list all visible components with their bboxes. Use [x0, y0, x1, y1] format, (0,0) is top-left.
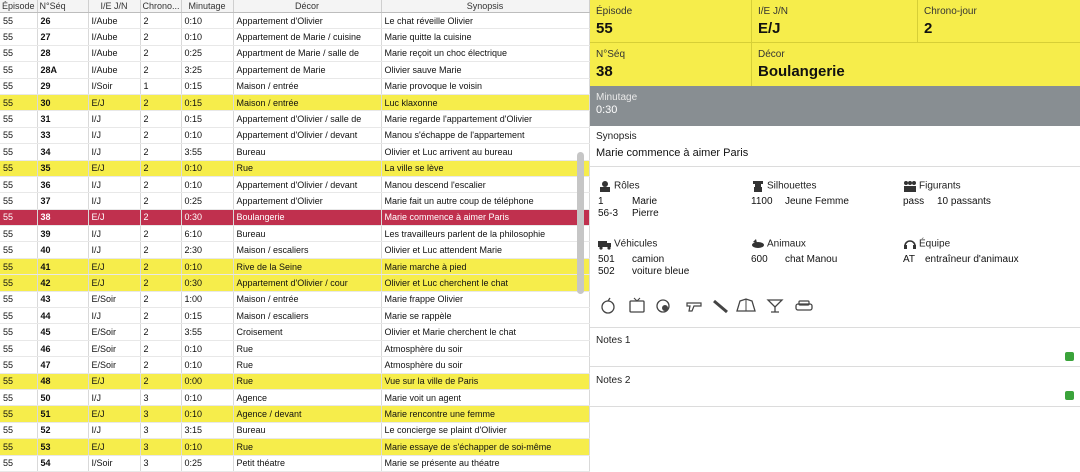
cell-seq: 40 — [37, 242, 88, 258]
cell-chrono: 3 — [140, 439, 181, 455]
chrono-value: 2 — [924, 20, 933, 37]
cell-seq: 38 — [37, 209, 88, 225]
makeup-icon[interactable] — [657, 300, 669, 312]
cell-decor: Maison / entrée — [233, 94, 381, 110]
cell-chrono: 2 — [140, 357, 181, 373]
cell-chrono: 2 — [140, 127, 181, 143]
cell-syn: Marie essaye de s'échapper de soi-même — [381, 439, 589, 455]
cell-seq: 43 — [37, 291, 88, 307]
cell-seq: 41 — [37, 258, 88, 274]
cell-syn: Marie reçoit un choc électrique — [381, 45, 589, 61]
cell-chrono: 2 — [140, 45, 181, 61]
animal-icon — [751, 238, 765, 250]
table-row[interactable] — [0, 308, 589, 324]
cell-iejn: E/J — [88, 439, 140, 455]
cell-seq: 36 — [37, 176, 88, 192]
table-row[interactable] — [0, 389, 589, 405]
seq-value: 38 — [596, 63, 613, 80]
pencil-icon[interactable] — [714, 301, 727, 312]
table-row[interactable] — [0, 275, 589, 291]
list-item: pass 10 passants — [903, 196, 991, 207]
notes2-field[interactable] — [590, 366, 1080, 407]
cell-syn: Manou descend l'escalier — [381, 176, 589, 192]
cell-decor: Rue — [233, 340, 381, 356]
cell-min: 0:10 — [181, 389, 233, 405]
list-item: 600 chat Manou — [751, 254, 838, 265]
cell-iejn: I/J — [88, 242, 140, 258]
cell-decor: Appartement d'Olivier / cour — [233, 275, 381, 291]
cell-min: 0:25 — [181, 455, 233, 471]
cell-min: 0:30 — [181, 209, 233, 225]
cell-ep: 55 — [0, 94, 37, 110]
cell-chrono: 2 — [140, 258, 181, 274]
cell-ep: 55 — [0, 308, 37, 324]
table-row[interactable] — [0, 258, 589, 274]
cell-ep: 55 — [0, 176, 37, 192]
equipe-label: Équipe — [919, 238, 951, 250]
cell-ep: 55 — [0, 291, 37, 307]
cell-iejn: E/J — [88, 94, 140, 110]
notes2-label: Notes 2 — [596, 375, 631, 386]
cell-syn: Atmosphère du soir — [381, 357, 589, 373]
cell-syn: Marie se présente au théatre — [381, 455, 589, 471]
lock-icon[interactable] — [1065, 352, 1074, 361]
truck-icon — [598, 238, 612, 250]
cell-decor: Bureau — [233, 144, 381, 160]
cell-decor: Rue — [233, 160, 381, 176]
cell-min: 0:10 — [181, 340, 233, 356]
list-item: AT entraîneur d'animaux — [903, 254, 1019, 265]
vehicules-label: Véhicules — [614, 238, 658, 250]
cell-syn: Manou s'échappe de l'appartement — [381, 127, 589, 143]
cell-decor: Rive de la Seine — [233, 258, 381, 274]
cocktail-icon[interactable] — [768, 300, 782, 312]
cell-chrono: 2 — [140, 242, 181, 258]
table-row[interactable] — [0, 13, 589, 29]
episode-label: Épisode — [596, 6, 633, 17]
cell-ep: 55 — [0, 111, 37, 127]
cell-seq: 31 — [37, 111, 88, 127]
cell-seq: 33 — [37, 127, 88, 143]
cell-syn: Luc klaxonne — [381, 94, 589, 110]
cell-syn: Marie regarde l'appartement d'Olivier — [381, 111, 589, 127]
cell-syn: Le chat réveille Olivier — [381, 13, 589, 29]
cell-min: 1:00 — [181, 291, 233, 307]
cell-decor: Appartement d'Olivier — [233, 193, 381, 209]
sequence-detail-panel — [590, 0, 1080, 454]
cell-ep: 55 — [0, 275, 37, 291]
cell-chrono: 2 — [140, 29, 181, 45]
roles-icon — [598, 180, 612, 192]
cell-iejn: E/J — [88, 373, 140, 389]
iejn-value: E/J — [758, 20, 781, 37]
cell-chrono: 2 — [140, 193, 181, 209]
cell-syn: Les travailleurs parlent de la philosophie — [381, 226, 589, 242]
cell-syn: Le concierge se plaint d'Olivier — [381, 422, 589, 438]
cell-seq: 51 — [37, 406, 88, 422]
cell-seq: 48 — [37, 373, 88, 389]
animaux-block[interactable] — [751, 238, 901, 266]
cell-chrono: 3 — [140, 455, 181, 471]
cell-seq: 44 — [37, 308, 88, 324]
list-item: 1 Marie — [598, 196, 658, 207]
cell-iejn: E/J — [88, 275, 140, 291]
cell-min: 0:15 — [181, 308, 233, 324]
cell-min: 3:15 — [181, 422, 233, 438]
cell-min: 0:10 — [181, 258, 233, 274]
synopsis-label: Synopsis — [596, 131, 637, 142]
seq-label: N°Séq — [596, 49, 626, 60]
cell-seq: 46 — [37, 340, 88, 356]
cell-ep: 55 — [0, 258, 37, 274]
cell-ep: 55 — [0, 29, 37, 45]
cell-seq: 47 — [37, 357, 88, 373]
cell-decor: Bureau — [233, 226, 381, 242]
cell-decor: Maison / entrée — [233, 291, 381, 307]
vehicules-block[interactable] — [598, 238, 748, 278]
tv-icon[interactable] — [630, 298, 644, 312]
animaux-label: Animaux — [767, 238, 806, 250]
cell-min: 0:10 — [181, 160, 233, 176]
cell-chrono: 2 — [140, 62, 181, 78]
cell-iejn: I/J — [88, 193, 140, 209]
cell-decor: Appartement d'Olivier — [233, 13, 381, 29]
apple-icon[interactable] — [602, 298, 614, 313]
cell-ep: 55 — [0, 324, 37, 340]
table-row[interactable] — [0, 144, 589, 160]
cell-seq: 27 — [37, 29, 88, 45]
cell-decor: Rue — [233, 357, 381, 373]
cell-iejn: I/Aube — [88, 13, 140, 29]
cell-seq: 35 — [37, 160, 88, 176]
cell-iejn: E/Soir — [88, 291, 140, 307]
cell-chrono: 2 — [140, 275, 181, 291]
table-row[interactable] — [0, 78, 589, 94]
cell-decor: Agence / devant — [233, 406, 381, 422]
cell-ep: 55 — [0, 13, 37, 29]
cell-chrono: 2 — [140, 373, 181, 389]
cell-chrono: 2 — [140, 94, 181, 110]
cell-seq: 34 — [37, 144, 88, 160]
cell-ep: 55 — [0, 209, 37, 225]
cell-syn: Marie quitte la cuisine — [381, 29, 589, 45]
cell-ep: 55 — [0, 62, 37, 78]
decor-field[interactable] — [752, 43, 1080, 86]
col-episode[interactable]: Épisode — [0, 0, 37, 13]
cell-chrono: 2 — [140, 176, 181, 192]
cell-iejn: E/Soir — [88, 357, 140, 373]
cell-chrono: 3 — [140, 422, 181, 438]
table-row[interactable] — [0, 193, 589, 209]
cell-decor: Bureau — [233, 422, 381, 438]
table-row[interactable] — [0, 111, 589, 127]
table-scrollbar[interactable] — [577, 152, 584, 294]
col-seq[interactable]: N°Séq — [37, 0, 88, 13]
cell-syn: Marie voit un agent — [381, 389, 589, 405]
cell-seq: 37 — [37, 193, 88, 209]
list-item: 501 camion — [598, 254, 665, 265]
cell-decor: Appartment de Marie / salle de — [233, 45, 381, 61]
cell-syn: Atmosphère du soir — [381, 340, 589, 356]
table-row[interactable] — [0, 94, 589, 110]
cell-chrono: 2 — [140, 226, 181, 242]
col-iejn[interactable]: I/E J/N — [88, 0, 140, 13]
cell-decor: Rue — [233, 373, 381, 389]
col-synopsis[interactable]: Synopsis — [381, 0, 589, 13]
cell-ep: 55 — [0, 389, 37, 405]
cell-iejn: E/J — [88, 406, 140, 422]
cell-syn: Olivier et Luc attendent Marie — [381, 242, 589, 258]
cell-min: 0:10 — [181, 357, 233, 373]
cell-decor: Boulangerie — [233, 209, 381, 225]
iejn-label: I/E J/N — [758, 6, 789, 17]
cell-decor: Maison / escaliers — [233, 308, 381, 324]
cell-seq: 50 — [37, 389, 88, 405]
table-row[interactable] — [0, 439, 589, 455]
cell-chrono: 3 — [140, 406, 181, 422]
col-decor[interactable]: Décor — [233, 0, 381, 13]
cell-decor: Appartement d'Olivier / salle de — [233, 111, 381, 127]
cell-ep: 55 — [0, 455, 37, 471]
cell-ep: 55 — [0, 422, 37, 438]
table-row[interactable] — [0, 455, 589, 471]
cell-iejn: I/J — [88, 111, 140, 127]
cell-ep: 55 — [0, 242, 37, 258]
chrono-label: Chrono-jour — [924, 6, 977, 17]
cell-min: 0:10 — [181, 176, 233, 192]
cell-chrono: 2 — [140, 111, 181, 127]
cell-ep: 55 — [0, 144, 37, 160]
cell-min: 0:25 — [181, 193, 233, 209]
cell-ep: 55 — [0, 439, 37, 455]
cell-min: 3:55 — [181, 324, 233, 340]
figurants-block[interactable] — [903, 180, 1073, 208]
cell-min: 0:10 — [181, 439, 233, 455]
cell-decor: Appartement d'Olivier / devant — [233, 127, 381, 143]
cell-min: 0:15 — [181, 78, 233, 94]
cell-iejn: I/Aube — [88, 62, 140, 78]
cell-iejn: E/J — [88, 258, 140, 274]
cell-syn: Olivier sauve Marie — [381, 62, 589, 78]
cell-iejn: I/Soir — [88, 455, 140, 471]
cell-syn: Olivier et Luc cherchent le chat — [381, 275, 589, 291]
list-item: 1100 Jeune Femme — [751, 196, 849, 207]
notes1-label: Notes 1 — [596, 335, 631, 346]
cell-chrono: 2 — [140, 13, 181, 29]
figurants-icon — [903, 180, 917, 192]
cell-iejn: I/J — [88, 308, 140, 324]
chrono-field[interactable] — [918, 0, 1080, 43]
cell-chrono: 3 — [140, 389, 181, 405]
cell-decor: Croisement — [233, 324, 381, 340]
decor-label: Décor — [758, 49, 785, 60]
cell-min: 0:15 — [181, 111, 233, 127]
cell-decor: Petit théatre — [233, 455, 381, 471]
cell-min: 0:10 — [181, 29, 233, 45]
sofa-icon[interactable] — [796, 301, 812, 310]
cell-syn: Marie se rappèle — [381, 308, 589, 324]
cell-seq: 26 — [37, 13, 88, 29]
cell-chrono: 2 — [140, 340, 181, 356]
cell-min: 0:25 — [181, 45, 233, 61]
cell-ep: 55 — [0, 373, 37, 389]
cell-ep: 55 — [0, 340, 37, 356]
gun-icon[interactable] — [687, 303, 701, 311]
cell-syn: Marie marche à pied — [381, 258, 589, 274]
cell-ep: 55 — [0, 160, 37, 176]
table-row[interactable] — [0, 406, 589, 422]
minutage-label: Minutage — [596, 92, 638, 103]
silhouettes-block[interactable] — [751, 180, 901, 208]
cell-iejn: E/J — [88, 160, 140, 176]
minutage-value: 0:30 — [596, 104, 618, 116]
costume-icon[interactable] — [737, 299, 755, 311]
cell-ep: 55 — [0, 226, 37, 242]
element-icons-toolbar — [600, 297, 840, 315]
cell-syn: Marie commence à aimer Paris — [381, 209, 589, 225]
cell-min: 0:10 — [181, 13, 233, 29]
cell-syn: Olivier et Marie cherchent le chat — [381, 324, 589, 340]
cell-seq: 54 — [37, 455, 88, 471]
cell-syn: Marie fait un autre coup de téléphone — [381, 193, 589, 209]
cell-seq: 39 — [37, 226, 88, 242]
decor-value: Boulangerie — [758, 63, 845, 80]
cell-seq: 30 — [37, 94, 88, 110]
cell-min: 2:30 — [181, 242, 233, 258]
table-row[interactable] — [0, 176, 589, 192]
iejn-field[interactable] — [752, 0, 918, 43]
cell-syn: Marie provoque le voisin — [381, 78, 589, 94]
lock-icon[interactable] — [1065, 391, 1074, 400]
cell-chrono: 2 — [140, 291, 181, 307]
notes1-field[interactable] — [590, 327, 1080, 367]
silhouettes-label: Silhouettes — [767, 180, 817, 192]
cell-seq: 52 — [37, 422, 88, 438]
table-row[interactable] — [0, 340, 589, 356]
cell-iejn: E/Soir — [88, 324, 140, 340]
cell-seq: 42 — [37, 275, 88, 291]
table-row[interactable] — [0, 357, 589, 373]
synopsis-value: Marie commence à aimer Paris — [596, 147, 749, 159]
headset-icon — [903, 238, 917, 250]
cell-ep: 55 — [0, 357, 37, 373]
cell-decor: Appartement de Marie — [233, 62, 381, 78]
cell-min: 0:10 — [181, 127, 233, 143]
figurants-label: Figurants — [919, 180, 961, 192]
cell-chrono: 2 — [140, 144, 181, 160]
cell-seq: 45 — [37, 324, 88, 340]
cell-min: 0:30 — [181, 275, 233, 291]
cell-iejn: I/Soir — [88, 78, 140, 94]
table-row[interactable] — [0, 160, 589, 176]
table-row[interactable] — [0, 291, 589, 307]
episode-value: 55 — [596, 20, 613, 37]
cell-iejn: E/J — [88, 209, 140, 225]
cell-syn: Olivier et Luc arrivent au bureau — [381, 144, 589, 160]
cell-ep: 55 — [0, 127, 37, 143]
equipe-block[interactable] — [903, 238, 1078, 266]
cell-ep: 55 — [0, 193, 37, 209]
cell-chrono: 2 — [140, 308, 181, 324]
cell-iejn: I/J — [88, 226, 140, 242]
cell-min: 3:55 — [181, 144, 233, 160]
cell-chrono: 2 — [140, 160, 181, 176]
cell-iejn: I/J — [88, 176, 140, 192]
roles-label: Rôles — [614, 180, 640, 192]
synopsis-field[interactable] — [590, 126, 1080, 167]
table-row[interactable] — [0, 422, 589, 438]
cell-decor: Agence — [233, 389, 381, 405]
cell-iejn: I/Aube — [88, 29, 140, 45]
cell-chrono: 2 — [140, 324, 181, 340]
seq-field[interactable] — [590, 43, 752, 86]
table-row[interactable] — [0, 62, 589, 78]
cell-seq: 28 — [37, 45, 88, 61]
cell-syn: La ville se lève — [381, 160, 589, 176]
cell-iejn: I/J — [88, 144, 140, 160]
cell-iejn: I/J — [88, 389, 140, 405]
cell-seq: 53 — [37, 439, 88, 455]
cell-iejn: E/Soir — [88, 340, 140, 356]
table-row[interactable] — [0, 209, 589, 225]
cell-min: 0:10 — [181, 406, 233, 422]
cell-min: 0:15 — [181, 94, 233, 110]
cell-iejn: I/J — [88, 422, 140, 438]
cell-syn: Marie rencontre une femme — [381, 406, 589, 422]
col-minutage[interactable]: Minutage — [181, 0, 233, 13]
cell-seq: 28A — [37, 62, 88, 78]
roles-block[interactable] — [598, 180, 748, 220]
cell-ep: 55 — [0, 78, 37, 94]
minutage-field[interactable] — [590, 86, 1080, 126]
table-header — [0, 0, 589, 13]
cell-ep: 55 — [0, 406, 37, 422]
col-chrono[interactable]: Chrono... — [140, 0, 181, 13]
table-row[interactable] — [0, 29, 589, 45]
table-row[interactable] — [0, 324, 589, 340]
table-row[interactable] — [0, 242, 589, 258]
cell-min: 6:10 — [181, 226, 233, 242]
cell-iejn: I/J — [88, 127, 140, 143]
cell-iejn: I/Aube — [88, 45, 140, 61]
list-item: 502 voiture bleue — [598, 266, 690, 277]
list-item: 56-3 Pierre — [598, 208, 659, 219]
silhouettes-icon — [751, 180, 765, 192]
table-row[interactable] — [0, 127, 589, 143]
cell-min: 3:25 — [181, 62, 233, 78]
table-row[interactable] — [0, 373, 589, 389]
cell-decor: Appartement d'Olivier / devant — [233, 176, 381, 192]
cell-syn: Marie frappe Olivier — [381, 291, 589, 307]
cell-decor: Maison / escaliers — [233, 242, 381, 258]
table-row[interactable] — [0, 226, 589, 242]
table-row[interactable] — [0, 45, 589, 61]
cell-chrono: 1 — [140, 78, 181, 94]
cell-syn: Vue sur la ville de Paris — [381, 373, 589, 389]
cell-min: 0:00 — [181, 373, 233, 389]
cell-seq: 29 — [37, 78, 88, 94]
cell-decor: Maison / entrée — [233, 78, 381, 94]
cell-ep: 55 — [0, 45, 37, 61]
cell-chrono: 2 — [140, 209, 181, 225]
episode-field[interactable] — [590, 0, 752, 43]
cell-decor: Rue — [233, 439, 381, 455]
cell-decor: Appartement de Marie / cuisine — [233, 29, 381, 45]
